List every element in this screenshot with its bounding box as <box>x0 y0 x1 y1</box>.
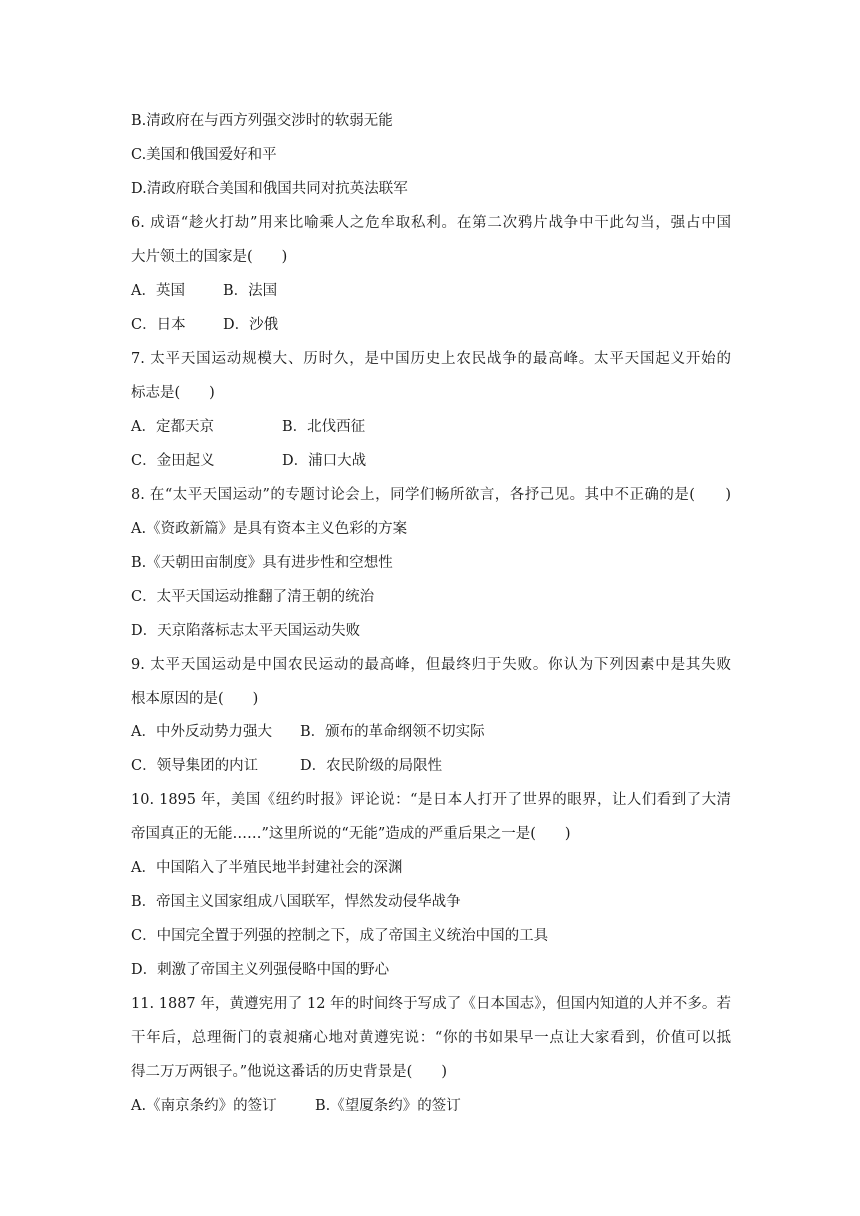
option-5d <box>131 179 731 199</box>
option-5b <box>131 111 731 131</box>
question-text: 11. 1887 年，黄遵宪用了 12 年的时间终于写成了《日本国志》，但国内知道的人并不多。若 <box>131 996 731 1012</box>
question-10-line-1 <box>131 790 731 810</box>
option-11a: A.《南京条约》的签订 <box>131 1098 277 1114</box>
question-text: 帝国真正的无能……”这里所说的“无能”造成的严重后果之一是( ) <box>131 826 571 842</box>
option-11b: B.《望厦条约》的签订 <box>315 1098 461 1114</box>
option-text: C．太平天国运动推翻了清王朝的统治 <box>131 589 375 605</box>
question-text: 大片领土的国家是( ) <box>131 249 288 265</box>
question-text: 8. 在“太平天国运动”的专题讨论会上，同学们畅所欲言，各抒己见。其中不正确的是( ) <box>131 487 731 503</box>
question-text: 标志是( ) <box>131 385 215 401</box>
option-10d <box>131 960 731 980</box>
option-10b <box>131 892 731 912</box>
question-text: 9. 太平天国运动是中国农民运动的最高峰，但最终归于失败。你认为下列因素中是其失败 <box>131 657 731 673</box>
question-6-line-2 <box>131 247 731 267</box>
option-8d <box>131 621 731 641</box>
option-10a <box>131 858 731 878</box>
question-text: 7. 太平天国运动规模大、历时久，是中国历史上农民战争的最高峰。太平天国起义开始的 <box>131 351 731 367</box>
option-text: C.美国和俄国爱好和平 <box>131 147 277 163</box>
question-7-line-1 <box>131 349 731 369</box>
question-9-line-1 <box>131 655 731 675</box>
option-5c <box>131 145 731 165</box>
option-text: B．帝国主义国家组成八国联军，悍然发动侵华战争 <box>131 894 461 910</box>
option-text: C．中国完全置于列强的控制之下，成了帝国主义统治中国的工具 <box>131 928 549 944</box>
option-text: B.《天朝田亩制度》具有进步性和空想性 <box>131 555 393 571</box>
question-text: 10. 1895 年，美国《纽约时报》评论说：“是日本人打开了世界的眼界，让人们看到了大清 <box>131 792 731 808</box>
option-6b: B．法国 <box>223 283 278 299</box>
question-9-line-2 <box>131 689 731 709</box>
question-8-line-1 <box>131 485 731 505</box>
question-11-line-1 <box>131 994 731 1014</box>
option-text: D．天京陷落标志太平天国运动失败 <box>131 623 361 639</box>
question-11-line-3 <box>131 1062 731 1082</box>
option-7c: C．金田起义 <box>131 453 215 469</box>
question-11-line-2 <box>131 1028 731 1048</box>
question-text: 根本原因的是( ) <box>131 691 259 707</box>
question-6-line-1 <box>131 213 731 233</box>
option-text: B.清政府在与西方列强交涉时的软弱无能 <box>131 113 393 129</box>
question-text: 干年后，总理衙门的袁昶痛心地对黄遵宪说：“你的书如果早一点让大家看到，价值可以抵 <box>131 1030 731 1046</box>
option-7b: B．北伐西征 <box>282 419 366 435</box>
option-10c <box>131 926 731 946</box>
option-9b: B．颁布的革命纲领不切实际 <box>300 724 485 740</box>
option-9d: D．农民阶级的局限性 <box>300 758 443 774</box>
option-6c: C．日本 <box>131 317 186 333</box>
option-8a <box>131 519 731 539</box>
option-8c <box>131 587 731 607</box>
question-text: 6. 成语“趁火打劫”用来比喻乘人之危牟取私利。在第二次鸦片战争中干此勾当，强占中国 <box>131 215 731 231</box>
option-7d: D．浦口大战 <box>282 453 367 469</box>
option-text: A.《资政新篇》是具有资本主义色彩的方案 <box>131 521 408 537</box>
option-6d: D．沙俄 <box>223 317 279 333</box>
option-7a: A．定都天京 <box>131 419 214 435</box>
option-9c: C．领导集团的内讧 <box>131 758 259 774</box>
question-text: 得二万万两银子。”他说这番话的历史背景是( ) <box>131 1064 447 1080</box>
option-text: D.清政府联合美国和俄国共同对抗英法联军 <box>131 181 408 197</box>
option-6a: A．英国 <box>131 283 185 299</box>
option-8b <box>131 553 731 573</box>
option-text: A．中国陷入了半殖民地半封建社会的深渊 <box>131 860 403 876</box>
question-10-line-2 <box>131 824 731 844</box>
question-7-line-2 <box>131 383 731 403</box>
option-text: D．刺激了帝国主义列强侵略中国的野心 <box>131 962 390 978</box>
option-9a: A．中外反动势力强大 <box>131 724 272 740</box>
